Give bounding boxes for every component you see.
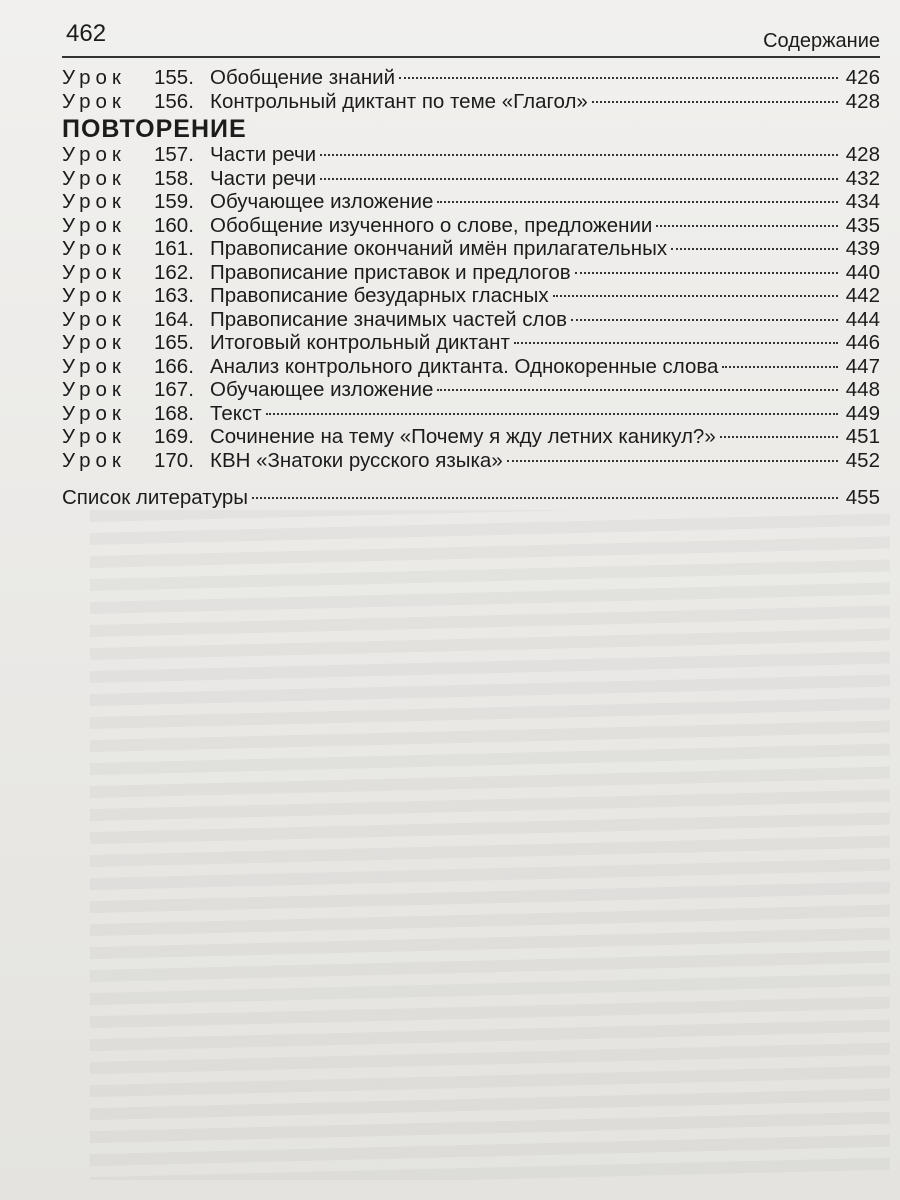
toc-entry[interactable] xyxy=(62,449,880,473)
lesson-word: Урок xyxy=(62,425,126,448)
lesson-word: Урок xyxy=(62,354,126,378)
entry-title: Контрольный диктант по теме «Глагол» xyxy=(210,89,588,113)
lesson-word: Урок xyxy=(62,213,126,237)
lesson-number: 160. xyxy=(154,213,194,237)
lesson-number: 161. xyxy=(154,237,194,260)
toc-entry[interactable] xyxy=(62,66,880,90)
dot-leader xyxy=(575,272,838,274)
entry-title: Список литературы xyxy=(62,486,249,509)
toc-entry-bibliography[interactable] xyxy=(62,486,880,510)
entry-page: 435 xyxy=(845,213,880,237)
lesson-number: 157. xyxy=(154,143,194,166)
entry-title: Обобщение знаний xyxy=(210,66,396,89)
entry-page: 451 xyxy=(845,425,880,448)
lesson-word: Урок xyxy=(62,237,126,260)
dot-leader xyxy=(437,389,838,391)
entry-page: 448 xyxy=(845,378,880,401)
dot-leader xyxy=(553,295,838,297)
lesson-number: 162. xyxy=(154,260,194,284)
toc-entry[interactable] xyxy=(62,237,880,261)
lesson-word: Урок xyxy=(62,66,126,89)
entry-page: 434 xyxy=(845,190,880,213)
entry-page: 449 xyxy=(845,401,880,425)
lesson-word: Урок xyxy=(62,448,126,472)
toc-entry[interactable] xyxy=(62,402,880,426)
entry-title: КВН «Знатоки русского языка» xyxy=(210,448,503,472)
entry-page: 452 xyxy=(845,448,880,472)
dot-leader xyxy=(507,460,838,462)
entry-page: 455 xyxy=(845,486,880,509)
entry-title: Сочинение на тему «Почему я жду летних каникул?» xyxy=(210,425,716,448)
entry-title: Обобщение изученного о слове, предложении xyxy=(210,213,653,237)
entry-title: Текст xyxy=(210,401,262,425)
entry-page: 440 xyxy=(845,260,880,284)
toc-entry[interactable] xyxy=(62,308,880,332)
lesson-number: 166. xyxy=(154,354,194,378)
entry-title: Правописание окончаний имён прилагательных xyxy=(210,237,668,260)
dot-leader xyxy=(266,413,838,415)
toc-entry[interactable] xyxy=(62,355,880,379)
bleed-through-text xyxy=(90,510,890,1180)
lesson-number: 164. xyxy=(154,307,194,331)
toc-entry[interactable] xyxy=(62,190,880,214)
lesson-word: Урок xyxy=(62,260,126,284)
toc-entry[interactable] xyxy=(62,167,880,191)
spacer xyxy=(62,472,880,486)
lesson-word: Урок xyxy=(62,89,126,113)
table-of-contents xyxy=(62,66,880,510)
toc-entry[interactable] xyxy=(62,261,880,285)
toc-group-1 xyxy=(62,66,880,113)
entry-title: Правописание безударных гласных xyxy=(210,284,549,307)
dot-leader xyxy=(252,497,838,499)
lesson-number: 165. xyxy=(154,331,194,354)
header-rule xyxy=(62,56,880,58)
toc-entry[interactable] xyxy=(62,378,880,402)
lesson-word: Урок xyxy=(62,307,126,331)
dot-leader xyxy=(399,77,838,79)
entry-title: Обучающее изложение xyxy=(210,378,434,401)
lesson-word: Урок xyxy=(62,378,126,401)
entry-page: 439 xyxy=(845,237,880,260)
entry-title: Части речи xyxy=(210,166,317,190)
dot-leader xyxy=(722,366,838,368)
entry-title: Правописание приставок и предлогов xyxy=(210,260,571,284)
entry-page: 447 xyxy=(845,354,880,378)
toc-entry[interactable] xyxy=(62,331,880,355)
entry-page: 428 xyxy=(845,143,880,166)
lesson-number: 167. xyxy=(154,378,194,401)
dot-leader xyxy=(720,436,838,438)
entry-title: Части речи xyxy=(210,143,317,166)
dot-leader xyxy=(437,201,838,203)
lesson-number: 169. xyxy=(154,425,194,448)
lesson-word: Урок xyxy=(62,401,126,425)
lesson-number: 158. xyxy=(154,166,194,190)
page-header xyxy=(62,20,880,58)
toc-entry[interactable] xyxy=(62,425,880,449)
toc-entry[interactable] xyxy=(62,143,880,167)
lesson-number: 159. xyxy=(154,190,194,213)
page-number: 462 xyxy=(66,20,107,47)
entry-page: 442 xyxy=(845,284,880,307)
entry-page: 446 xyxy=(845,331,880,354)
entry-title: Обучающее изложение xyxy=(210,190,434,213)
entry-title: Итоговый контрольный диктант xyxy=(210,331,510,354)
entry-title: Анализ контрольного диктанта. Однокоренные слова xyxy=(210,354,719,378)
dot-leader xyxy=(320,154,838,156)
dot-leader xyxy=(320,178,838,180)
dot-leader xyxy=(514,342,838,344)
lesson-number: 163. xyxy=(154,284,194,307)
toc-group-2 xyxy=(62,143,880,472)
dot-leader xyxy=(571,319,838,321)
running-title: Содержание xyxy=(763,30,880,52)
entry-page: 426 xyxy=(845,66,880,89)
lesson-word: Урок xyxy=(62,143,126,166)
entry-page: 432 xyxy=(845,166,880,190)
dot-leader xyxy=(592,101,838,103)
lesson-number: 156. xyxy=(154,89,194,113)
lesson-number: 155. xyxy=(154,66,194,89)
lesson-number: 168. xyxy=(154,401,194,425)
dot-leader xyxy=(671,248,838,250)
lesson-word: Урок xyxy=(62,284,126,307)
lesson-number: 170. xyxy=(154,448,194,472)
toc-entry[interactable] xyxy=(62,214,880,238)
entry-title: Правописание значимых частей слов xyxy=(210,307,568,331)
toc-entry[interactable] xyxy=(62,90,880,114)
lesson-word: Урок xyxy=(62,190,126,213)
dot-leader xyxy=(656,225,838,227)
entry-page: 428 xyxy=(845,89,880,113)
lesson-word: Урок xyxy=(62,331,126,354)
lesson-word: Урок xyxy=(62,166,126,190)
toc-entry[interactable] xyxy=(62,284,880,308)
section-heading: ПОВТОРЕНИЕ xyxy=(62,115,247,143)
entry-page: 444 xyxy=(845,307,880,331)
